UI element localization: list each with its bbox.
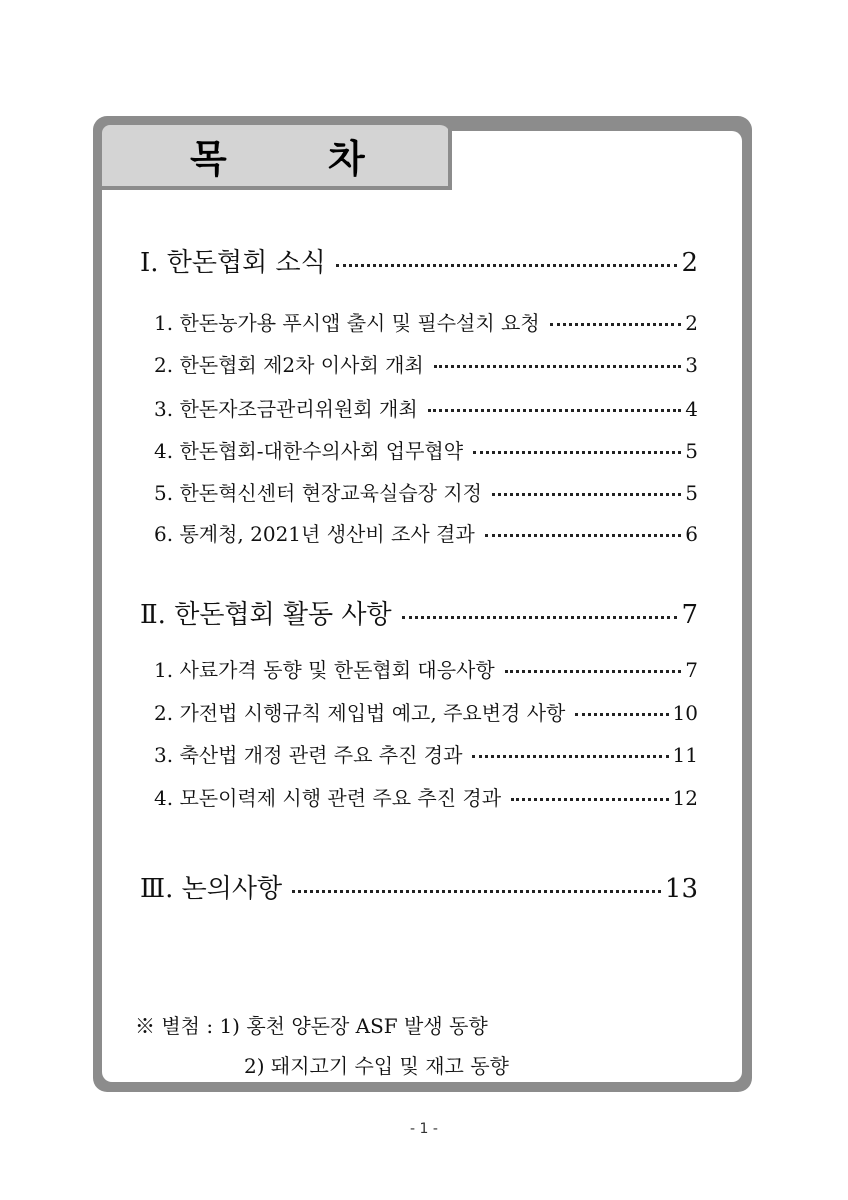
dot-leader [492, 493, 681, 496]
toc-page-number: 7 [681, 600, 698, 630]
toc-page-number: 10 [672, 701, 698, 725]
toc-page-number: 2 [681, 248, 698, 278]
toc-page-number: 12 [672, 786, 698, 810]
toc-section-label: Ⅱ. 한돈협회 활동 사항 [140, 600, 392, 630]
dot-leader [511, 798, 669, 801]
attachment-note-second: 2) 돼지고기 수입 및 재고 동향 [244, 1054, 509, 1078]
dot-leader [550, 323, 682, 326]
toc-item [154, 654, 698, 683]
dot-leader [434, 365, 682, 368]
toc-page-number: 7 [685, 658, 698, 682]
dot-leader [336, 264, 678, 267]
toc-page-number: 13 [664, 874, 698, 904]
page-number-footer: - 1 - [410, 1121, 438, 1137]
toc-page-number: 5 [685, 481, 698, 505]
toc-item-label: 3. 축산법 개정 관련 주요 추진 경과 [154, 743, 463, 767]
toc-item [154, 393, 698, 422]
dot-leader [428, 409, 682, 412]
toc-section-3 [140, 868, 698, 905]
toc-item-label: 1. 사료가격 동향 및 한돈협회 대응사항 [154, 658, 495, 682]
toc-section-label: Ⅰ. 한돈협회 소식 [140, 248, 326, 278]
dot-leader [575, 713, 668, 716]
toc-item [154, 349, 698, 378]
toc-item [154, 435, 698, 464]
toc-item [154, 518, 698, 547]
toc-item-label: 3. 한돈자조금관리위원회 개최 [154, 397, 418, 421]
toc-item-label: 2. 한돈협회 제2차 이사회 개최 [154, 353, 424, 377]
page-title: 목 차 [190, 137, 409, 181]
title-tab-border [448, 128, 452, 186]
toc-item-label: 4. 한돈협회-대한수의사회 업무협약 [154, 439, 464, 463]
dot-leader [505, 670, 682, 673]
toc-item [154, 697, 698, 726]
toc-page-number: 6 [685, 522, 698, 546]
toc-item [154, 782, 698, 811]
toc-item-label: 1. 한돈농가용 푸시앱 출시 및 필수설치 요청 [154, 311, 540, 335]
toc-page-number: 5 [685, 439, 698, 463]
toc-page-number: 2 [685, 311, 698, 335]
toc-item-label: 6. 통계청, 2021년 생산비 조사 결과 [154, 522, 475, 546]
toc-section-label: Ⅲ. 논의사항 [140, 874, 283, 904]
toc-section-1 [140, 242, 698, 279]
toc-page-number: 4 [685, 397, 698, 421]
toc-item-label: 5. 한돈혁신센터 현장교육실습장 지정 [154, 481, 482, 505]
toc-item-label: 4. 모돈이력제 시행 관련 주요 추진 경과 [154, 786, 502, 810]
dot-leader [292, 890, 661, 893]
attachment-note: ※ 별첨 : 1) 홍천 양돈장 ASF 발생 동향 [135, 1014, 488, 1038]
toc-item [154, 307, 698, 336]
toc-page-number: 3 [685, 353, 698, 377]
toc-item [154, 477, 698, 506]
toc-item [154, 739, 698, 768]
dot-leader [485, 534, 682, 537]
title-tab-border-bottom [102, 186, 452, 190]
dot-leader [473, 451, 681, 454]
toc-section-2 [140, 594, 698, 631]
dot-leader [472, 755, 668, 758]
dot-leader [402, 616, 678, 619]
toc-page-number: 11 [672, 743, 698, 767]
toc-item-label: 2. 가전법 시행규칙 제입법 예고, 주요변경 사항 [154, 701, 566, 725]
